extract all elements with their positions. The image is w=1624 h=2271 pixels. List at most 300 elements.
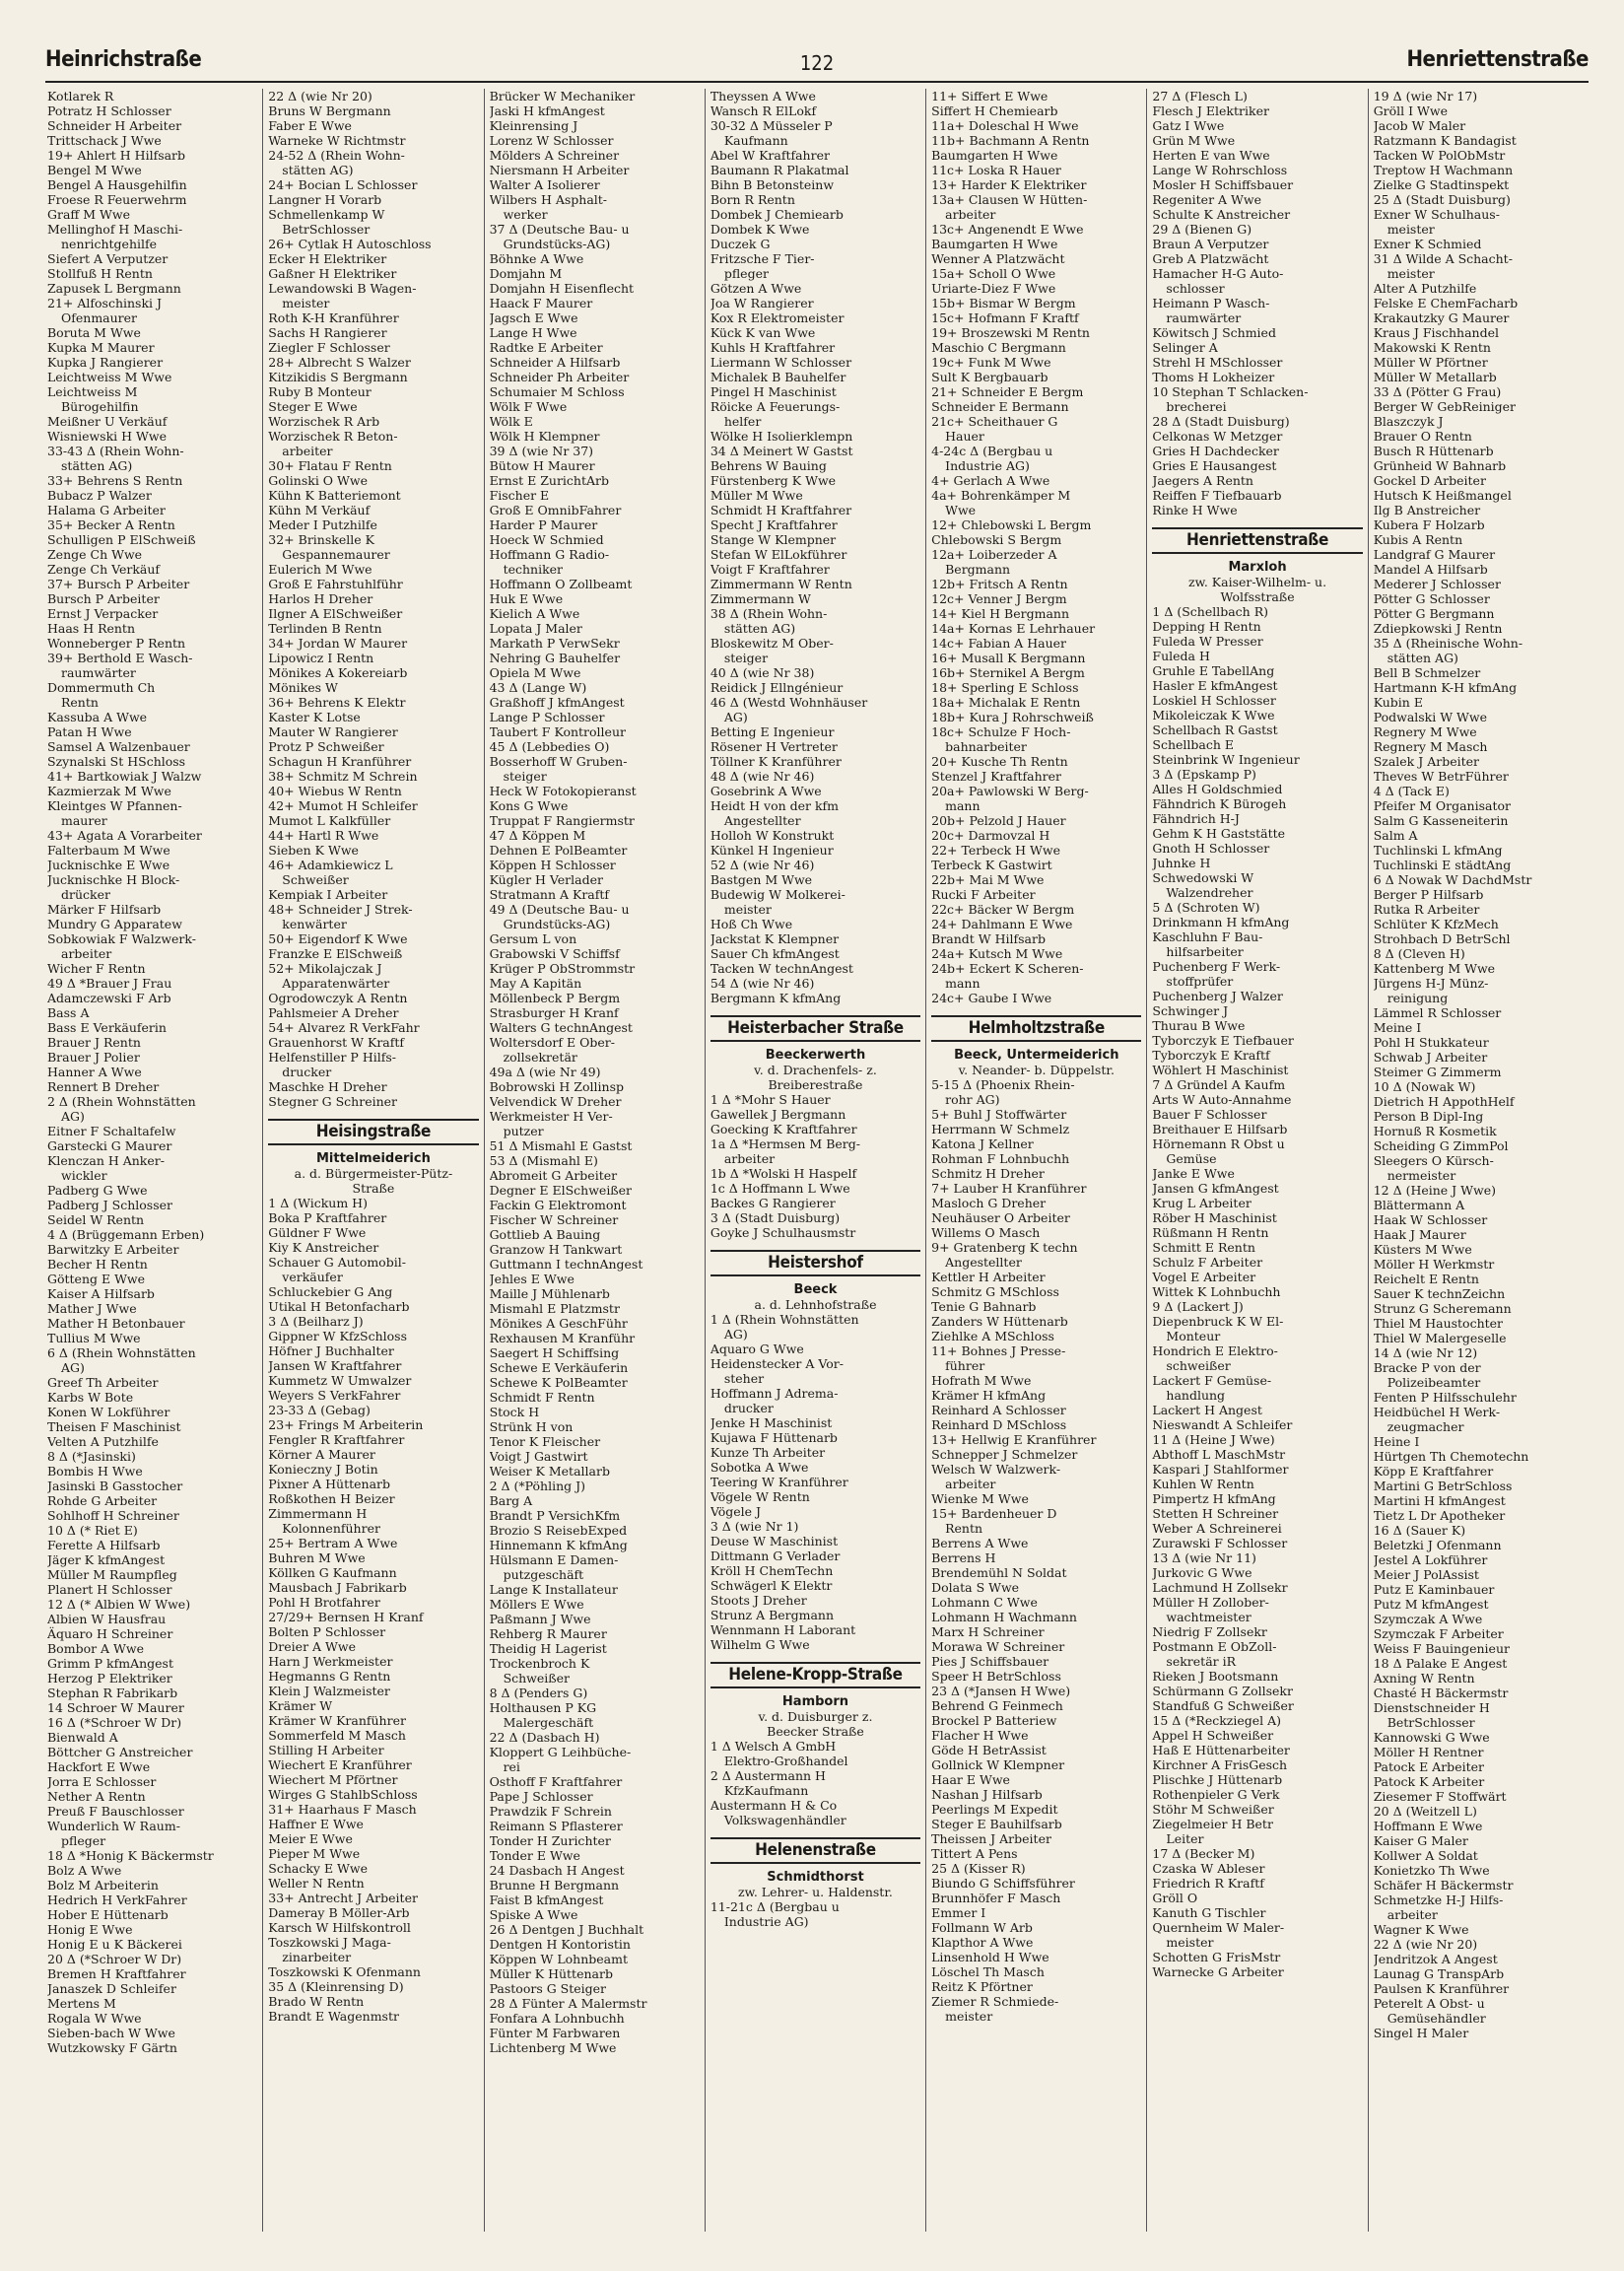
resident-entry: Gruhle E TabellAng (1152, 663, 1275, 678)
resident-entry: Martini H kfmAngest (1373, 1493, 1506, 1508)
resident-entry: Schellbach R Gastst (1152, 723, 1278, 737)
resident-entry: Müller H Zollober- (1152, 1595, 1269, 1610)
resident-entry: Celkonas W Metzger (1152, 429, 1283, 444)
resident-entry: 50+ Eigendorf K Wwe (268, 931, 408, 946)
resident-entry: 11c+ Loska R Hauer (931, 163, 1061, 177)
resident-entry: Berger W GebReiniger (1373, 399, 1517, 414)
resident-entry: Gröll O (1152, 1891, 1198, 1905)
resident-entry-continuation: rei (503, 1759, 520, 1774)
resident-entry: Mather H Betonbauer (47, 1316, 185, 1331)
resident-entry: 14c+ Fabian A Hauer (931, 636, 1067, 651)
resident-entry: Pies J Schiffsbauer (931, 1654, 1049, 1669)
resident-entry: Meißner U Verkäuf (47, 414, 168, 429)
resident-entry-continuation: putzgeschäft (503, 1567, 584, 1582)
resident-entry: Kühn M Verkäuf (268, 503, 371, 517)
street-heading: Helene-Kropp-Straße (710, 1662, 920, 1688)
resident-entry: Padberg G Wwe (47, 1183, 148, 1198)
street-heading: Henriettenstraße (1152, 527, 1362, 554)
resident-entry-continuation: BetrSchlosser (282, 222, 371, 237)
resident-entry: Bienwald A (47, 1730, 118, 1745)
resident-entry: Wirges G StahlbSchloss (268, 1787, 418, 1802)
resident-entry: Neuhäuser O Arbeiter (931, 1210, 1070, 1225)
resident-entry: 22 Δ (wie Nr 20) (1373, 1937, 1478, 1952)
resident-entry: Padberg J Schlosser (47, 1198, 172, 1212)
resident-entry: Köppen H Schlosser (489, 858, 616, 872)
resident-entry: Meder I Putzhilfe (268, 517, 377, 532)
resident-entry: Pieper M Wwe (268, 1846, 361, 1861)
resident-entry: Dombek K Wwe (710, 222, 810, 237)
resident-entry-continuation: Apparatenwärter (282, 976, 390, 991)
resident-entry: Baumgarten H Wwe (931, 148, 1058, 163)
resident-entry: Rüßmann H Rentn (1152, 1225, 1269, 1240)
resident-entry: Lohmann C Wwe (931, 1595, 1038, 1610)
resident-entry: Karbs W Bote (47, 1390, 134, 1405)
resident-entry-continuation: Bergmann (945, 562, 1011, 577)
resident-entry: Hober E Hüttenarb (47, 1907, 169, 1922)
resident-entry: 1 Δ (Rhein Wohnstätten (710, 1312, 859, 1327)
resident-entry: Berrens A Wwe (931, 1536, 1029, 1550)
resident-entry-continuation: pfleger (723, 266, 769, 281)
resident-entry: Fackin G Elektromont (489, 1198, 627, 1212)
directory-column (262, 89, 483, 2232)
resident-entry: 20+ Kusche Th Rentn (931, 754, 1068, 769)
resident-entry: Backes G Rangierer (710, 1196, 836, 1210)
resident-entry: 11+ Bohnes J Presse- (931, 1343, 1066, 1358)
resident-entry: 11 Δ (Heine J Wwe) (1152, 1432, 1275, 1447)
resident-entry: Kummetz W Umwalzer (268, 1373, 412, 1388)
resident-entry: Mikoleiczak K Wwe (1152, 708, 1275, 723)
resident-entry: Lachmund H Zollsekr (1152, 1580, 1288, 1595)
resident-entry: Stange W Klempner (710, 532, 837, 547)
resident-entry-continuation: schlosser (1166, 281, 1225, 296)
resident-entry: Schellbach E (1152, 737, 1235, 752)
resident-entry: 21+ Schneider E Bergm (931, 384, 1084, 399)
resident-entry: Röicke A Feuerungs- (710, 399, 841, 414)
resident-entry: Planert H Schlosser (47, 1582, 172, 1597)
resident-entry: Jürgens H-J Münz- (1373, 976, 1489, 991)
resident-entry: Brücker W Mechaniker (489, 89, 636, 103)
resident-entry: 5 Δ (Schroten W) (1152, 900, 1260, 915)
resident-entry: Fürstenberg K Wwe (710, 473, 837, 488)
district-name: Beeckerwerth (765, 1048, 866, 1063)
resident-entry: 39 Δ (wie Nr 37) (489, 444, 594, 458)
resident-entry: 4 Δ (Brüggemann Erben) (47, 1227, 205, 1242)
resident-entry-continuation: Kaufmann (723, 133, 788, 148)
resident-entry: Gersum L von (489, 931, 577, 946)
resident-entry: Vogel E Arbeiter (1152, 1270, 1256, 1284)
resident-entry: Schlüter K KfzMech (1373, 917, 1499, 931)
resident-entry: Ilgner A ElSchweißer (268, 606, 403, 621)
resident-entry-continuation: nenrichtgehilfe (61, 237, 158, 251)
resident-entry: Krakautzky G Maurer (1373, 310, 1510, 325)
resident-entry-continuation: Schweißer (282, 872, 349, 887)
resident-entry-continuation: zollsekretär (503, 1050, 577, 1065)
resident-entry: Kühn K Batteriemont (268, 488, 401, 503)
resident-entry: 13c+ Angenendt E Wwe (931, 222, 1084, 237)
resident-entry: Braun A Verputzer (1152, 237, 1269, 251)
resident-entry: Kröll H ChemTechn (710, 1563, 834, 1578)
resident-entry: Gnoth H Schlosser (1152, 841, 1270, 856)
resident-entry: 8 Δ (Penders G) (489, 1686, 588, 1700)
resident-entry: Rutka R Arbeiter (1373, 902, 1480, 917)
resident-entry: Taubert F Kontrolleur (489, 724, 626, 739)
resident-entry: Wennmann H Laborant (710, 1622, 856, 1637)
resident-entry-continuation: Gemüsehändler (1387, 2011, 1486, 2026)
resident-entry: Halama G Arbeiter (47, 503, 166, 517)
resident-entry: Rösener H Vertreter (710, 739, 838, 754)
resident-entry-continuation: schweißer (1166, 1358, 1231, 1373)
resident-entry: Ratzmann K Bandagist (1373, 133, 1517, 148)
resident-entry-continuation: Angestellter (945, 1255, 1022, 1270)
resident-entry: Specht J Kraftfahrer (710, 517, 838, 532)
resident-entry: Terbeck K Gastwirt (931, 858, 1052, 872)
page-header (45, 47, 1589, 79)
resident-entry: 33+ Behrens S Rentn (47, 473, 183, 488)
resident-entry: Fischer E (489, 488, 550, 503)
resident-entry: Kox R Elektromeister (710, 310, 845, 325)
resident-entry: Löschel Th Masch (931, 1964, 1045, 1979)
resident-entry: 1 Δ (Schellbach R) (1152, 604, 1268, 619)
resident-entry: 31+ Haarhaus F Masch (268, 1802, 417, 1817)
resident-entry: Hoeck W Schmied (489, 532, 604, 547)
resident-entry: Sauer K technZeichn (1373, 1286, 1506, 1301)
resident-entry: Hutsch K Heißmangel (1373, 488, 1512, 503)
resident-entry-continuation: sekretär iR (1166, 1654, 1236, 1669)
resident-entry: Gawellek J Bergmann (710, 1107, 846, 1122)
resident-entry: 14 Schroer W Maurer (47, 1700, 184, 1715)
resident-entry: Radtke E Arbeiter (489, 340, 603, 355)
resident-entry: Fischer W Schreiner (489, 1212, 619, 1227)
resident-entry: Thurau B Wwe (1152, 1018, 1246, 1033)
resident-entry: Gippner W KfzSchloss (268, 1329, 408, 1343)
resident-entry: Harn J Werkmeister (268, 1654, 393, 1669)
resident-entry: Aquaro G Wwe (710, 1342, 804, 1356)
resident-entry: Selinger A (1152, 340, 1218, 355)
resident-entry: Schulligen P ElSchweiß (47, 532, 196, 547)
resident-entry: Wöhlert H Maschinist (1152, 1063, 1289, 1077)
resident-entry: Jucknischke H Block- (47, 872, 180, 887)
district-name: Hamborn (781, 1694, 849, 1709)
resident-entry: 45 Δ (Lebbedies O) (489, 739, 610, 754)
resident-entry: Opiela M Wwe (489, 665, 581, 680)
resident-entry: Markath P VerwSekr (489, 636, 620, 651)
resident-entry-continuation: zinarbeiter (282, 1950, 352, 1964)
resident-entry: Thiel W Malergeselle (1373, 1331, 1507, 1345)
resident-entry: 47 Δ Köppen M (489, 828, 586, 843)
resident-entry: Becher H Rentn (47, 1257, 148, 1272)
resident-entry: Quernheim W Maler- (1152, 1920, 1285, 1935)
resident-entry: Mumot L Kalkfüller (268, 813, 391, 828)
resident-entry-continuation: Ofenmaurer (61, 310, 138, 325)
resident-entry: Liermann W Schlosser (710, 355, 852, 370)
resident-entry: Dentgen H Kontoristin (489, 1937, 631, 1952)
resident-entry: 15c+ Hofmann F Kraftf (931, 310, 1079, 325)
resident-entry: Zimmermann H (268, 1506, 368, 1521)
resident-entry: 13 Δ (wie Nr 11) (1152, 1550, 1256, 1565)
resident-entry: 1 Δ *Mohr S Hauer (710, 1092, 831, 1107)
resident-entry: Putz M kfmAngest (1373, 1597, 1489, 1612)
resident-entry: Peerlings M Expedit (931, 1802, 1058, 1817)
resident-entry: Fonfara A Lohnbuchh (489, 2011, 625, 2026)
resident-entry: 24+ Bocian L Schlosser (268, 177, 418, 192)
resident-entry-continuation: Walzendreher (1166, 885, 1253, 900)
resident-entry: 13+ Harder K Elektriker (931, 177, 1087, 192)
resident-entry: Strunz A Bergmann (710, 1608, 835, 1622)
resident-entry: Tacken W technAngest (710, 961, 853, 976)
resident-entry: Greb A Platzwächt (1152, 251, 1269, 266)
resident-entry: Graff M Wwe (47, 207, 130, 222)
resident-entry-continuation: raumwärter (1166, 310, 1242, 325)
resident-entry: Mederer J Schlosser (1373, 577, 1501, 591)
resident-entry: Kotlarek R (47, 89, 114, 103)
resident-entry: Köppen W Lohnbeamt (489, 1952, 628, 1966)
resident-entry: 12a+ Loiberzeder A (931, 547, 1057, 562)
resident-entry: Jäger K kfmAngest (47, 1552, 166, 1567)
resident-entry: Zenge Ch Wwe (47, 547, 143, 562)
resident-entry: 54 Δ (wie Nr 46) (710, 976, 815, 991)
resident-entry: Reichelt E Rentn (1373, 1272, 1479, 1286)
resident-entry: Gehm K H Gaststätte (1152, 826, 1286, 841)
resident-entry: Hoffmann J Adrema- (710, 1386, 839, 1401)
resident-entry: Rexhausen M Kranführ (489, 1331, 636, 1345)
resident-entry: Puchenberg J Walzer (1152, 989, 1283, 1003)
resident-entry: Brandt P VersichKfm (489, 1508, 621, 1523)
resident-entry: Appel H Schweißer (1152, 1728, 1274, 1743)
resident-entry: 18 Δ Palake E Angest (1373, 1656, 1508, 1671)
header-rule (45, 81, 1589, 83)
resident-entry: 33 Δ (Pötter G Frau) (1373, 384, 1502, 399)
resident-entry: 8 Δ (Cleven H) (1373, 946, 1465, 961)
resident-entry: Herten E van Wwe (1152, 148, 1270, 163)
resident-entry: Schumaier M Schloss (489, 384, 625, 399)
resident-entry: Vögele W Rentn (710, 1489, 810, 1504)
resident-entry: Schwedowski W (1152, 870, 1254, 885)
resident-entry: 24a+ Kutsch M Wwe (931, 946, 1063, 961)
resident-entry: 13a+ Clausen W Hütten- (931, 192, 1088, 207)
resident-entry: Bastgen M Wwe (710, 872, 813, 887)
resident-entry-continuation: stätten AG) (723, 621, 796, 636)
resident-entry: Pape J Schlosser (489, 1789, 593, 1804)
resident-entry: Ecker H Elektriker (268, 251, 387, 266)
resident-entry: Jasinski B Gasstocher (47, 1479, 183, 1493)
resident-entry-continuation: Industrie AG) (723, 1914, 809, 1929)
resident-entry: Sohlhoff H Schreiner (47, 1508, 179, 1523)
resident-entry: 32+ Brinskelle K (268, 532, 374, 547)
resident-entry: Schäfer H Bäckermstr (1373, 1878, 1514, 1892)
resident-entry: Schauer G Automobil- (268, 1255, 406, 1270)
resident-entry: Loskiel H Schlosser (1152, 693, 1276, 708)
resident-entry: Prawdzik F Schrein (489, 1804, 612, 1819)
resident-entry-continuation: helfer (723, 414, 762, 429)
resident-entry: Exner W Schulhaus- (1373, 207, 1500, 222)
resident-entry-continuation: drücker (61, 887, 110, 902)
resident-entry: Toszkowski J Maga- (268, 1935, 391, 1950)
resident-entry: Wutzkowsky F Gärtn (47, 2040, 177, 2055)
resident-entry: Rohman F Lohnbuchh (931, 1151, 1070, 1166)
resident-entry-continuation: stätten AG) (282, 163, 354, 177)
resident-entry: Morawa W Schreiner (931, 1639, 1065, 1654)
resident-entry: Kupka J Rangierer (47, 355, 164, 370)
resident-entry: Dienstschneider H (1373, 1700, 1490, 1715)
resident-entry: Jorra E Schlosser (47, 1774, 157, 1789)
resident-entry: Jendritzok A Angest (1373, 1952, 1498, 1966)
resident-entry: Betting E Ingenieur (710, 724, 835, 739)
resident-entry: 49 Δ *Brauer J Frau (47, 976, 172, 991)
resident-entry: Flacher H Wwe (931, 1728, 1029, 1743)
resident-entry-continuation: Rentn (61, 695, 99, 710)
resident-entry: Reitz K Pförtner (931, 1979, 1033, 1994)
resident-entry: Pingel H Maschinist (710, 384, 837, 399)
resident-entry: Schneider A Hilfsarb (489, 355, 621, 370)
resident-entry: Strünk H von (489, 1419, 574, 1434)
resident-entry: Launag G TranspArb (1373, 1966, 1505, 1981)
resident-entry: 16 Δ (Sauer K) (1373, 1523, 1466, 1538)
resident-entry: Berrens H (931, 1550, 996, 1565)
resident-entry: Jaegers A Rentn (1152, 473, 1253, 488)
resident-entry: Weiser K Metallarb (489, 1464, 610, 1479)
resident-entry-continuation: kenwärter (282, 917, 347, 931)
resident-entry: Sleegers O Kürsch- (1373, 1153, 1494, 1168)
resident-entry: Harlos H Dreher (268, 591, 373, 606)
resident-entry: 19+ Broszewski M Rentn (931, 325, 1090, 340)
resident-entry: 20c+ Darmovzal H (931, 828, 1050, 843)
resident-entry-continuation: AG) (723, 710, 748, 724)
resident-entry: Körner A Maurer (268, 1447, 375, 1462)
resident-entry: Schwinger J (1152, 1003, 1229, 1018)
resident-entry: Bütow H Maurer (489, 458, 595, 473)
resident-entry: Pastoors G Steiger (489, 1981, 607, 1996)
resident-entry: Pfeifer M Organisator (1373, 798, 1511, 813)
resident-entry-continuation: Volkswagenhändler (723, 1813, 846, 1827)
resident-entry: Meier E Wwe (268, 1831, 353, 1846)
resident-entry: Steger E Bauhilfsarb (931, 1817, 1062, 1831)
resident-entry: Stilling H Arbeiter (268, 1743, 384, 1757)
resident-entry: Drinkmann H kfmAng (1152, 915, 1290, 929)
resident-entry: Ernst J Verpacker (47, 606, 159, 621)
resident-entry: 30-32 Δ Müsseler P (710, 118, 833, 133)
resident-entry: Uriarte-Diez F Wwe (931, 281, 1056, 296)
resident-entry: Wiechert M Pförtner (268, 1772, 398, 1787)
resident-entry-continuation: arbeiter (61, 946, 112, 961)
resident-entry: Fünter M Farbwaren (489, 2026, 621, 2040)
resident-entry: Götteng E Wwe (47, 1272, 146, 1286)
resident-entry: Brendemühl N Soldat (931, 1565, 1067, 1580)
resident-entry: Utikal H Betonfacharb (268, 1299, 410, 1314)
resident-entry: Kück K van Wwe (710, 325, 816, 340)
resident-entry: Jurkovic G Wwe (1152, 1565, 1252, 1580)
resident-entry: Ziemer R Schmiede- (931, 1994, 1059, 2009)
resident-entry: 16b+ Sternikel A Bergm (931, 665, 1085, 680)
resident-entry-continuation: stätten AG) (61, 458, 133, 473)
resident-entry: Klenczan H Anker- (47, 1153, 165, 1168)
resident-entry: 18b+ Kura J Rohrschweiß (931, 710, 1094, 724)
resident-entry: 3 Δ (wie Nr 1) (710, 1519, 799, 1534)
street-heading: Helmholtzstraße (931, 1015, 1141, 1042)
resident-entry: Schulte K Anstreicher (1152, 207, 1291, 222)
resident-entry: Bergmann K kfmAng (710, 991, 842, 1005)
district-name: Schmidthorst (767, 1870, 864, 1885)
resident-entry: Dreier A Wwe (268, 1639, 356, 1654)
resident-entry: Zimmermann W (710, 591, 811, 606)
resident-entry: Tyborczyk E Tiefbauer (1152, 1033, 1294, 1048)
resident-entry: 12 Δ (* Albien W Wwe) (47, 1597, 191, 1612)
district-name: Beeck, Untermeiderich (954, 1048, 1119, 1063)
resident-entry: Patock K Arbeiter (1373, 1774, 1485, 1789)
resident-entry: Dolata S Wwe (931, 1580, 1020, 1595)
resident-entry: Wittek K Lohnbuchh (1152, 1284, 1281, 1299)
resident-entry-continuation: steiger (723, 651, 769, 665)
resident-entry: Honig E Wwe (47, 1922, 133, 1937)
resident-entry: 14+ Kiel H Bergmann (931, 606, 1070, 621)
resident-entry: 46 Δ (Westd Wohnhäuser (710, 695, 868, 710)
resident-entry-continuation: steher (723, 1371, 765, 1386)
resident-entry: Bolz A Wwe (47, 1863, 122, 1878)
resident-entry: Schotten G FrisMstr (1152, 1950, 1281, 1964)
resident-entry: 27 Δ (Flesch L) (1152, 89, 1248, 103)
resident-entry: 2 Δ Austermann H (710, 1768, 826, 1783)
resident-entry: 3 Δ (Beilharz J) (268, 1314, 364, 1329)
resident-entry: Lackert H Angest (1152, 1403, 1262, 1417)
resident-entry: Brozio S ReisebExped (489, 1523, 628, 1538)
resident-entry-continuation: steiger (503, 769, 547, 784)
resident-entry: Ziegelmeier H Betr (1152, 1817, 1273, 1831)
resident-entry: Brunnhöfer F Masch (931, 1891, 1061, 1905)
resident-entry: 40+ Wiebus W Rentn (268, 784, 402, 798)
resident-entry: Regnery M Masch (1373, 739, 1488, 754)
resident-entry-continuation: Monteur (1166, 1329, 1221, 1343)
resident-entry: 22 Δ (wie Nr 20) (268, 89, 372, 103)
resident-entry-continuation: meister (1387, 222, 1435, 237)
resident-entry-continuation: Industrie AG) (945, 458, 1030, 473)
resident-entry: Dittmann G Verlader (710, 1548, 841, 1563)
resident-entry: 15a+ Scholl O Wwe (931, 266, 1056, 281)
resident-entry: Möllers E Wwe (489, 1597, 584, 1612)
resident-entry: Krug L Arbeiter (1152, 1196, 1252, 1210)
resident-entry: Konieczny J Botin (268, 1462, 378, 1477)
resident-entry: Kaiser A Hilfsarb (47, 1286, 155, 1301)
resident-entry: Theisen F Maschinist (47, 1419, 181, 1434)
resident-entry: Werkmeister H Ver- (489, 1109, 613, 1124)
resident-entry: Klapthor A Wwe (931, 1935, 1034, 1950)
resident-entry: Thoms H Lokheizer (1152, 370, 1275, 384)
resident-entry: Zurawski F Schlosser (1152, 1536, 1288, 1550)
resident-entry: Falterbaum M Wwe (47, 843, 170, 858)
resident-entry: Buhren M Wwe (268, 1550, 366, 1565)
resident-entry: Stephan R Fabrikarb (47, 1686, 178, 1700)
resident-entry: 48 Δ (wie Nr 46) (710, 769, 815, 784)
resident-entry: Szalek J Arbeiter (1373, 754, 1480, 769)
resident-entry: Stock H (489, 1405, 540, 1419)
resident-entry-continuation: handlung (1166, 1388, 1226, 1403)
resident-entry: Schneider Ph Arbeiter (489, 370, 630, 384)
resident-entry: Standfuß G Schweißer (1152, 1698, 1294, 1713)
resident-entry: Grünheid W Bahnarb (1373, 458, 1507, 473)
resident-entry: Jehles E Wwe (489, 1272, 575, 1286)
resident-entry: Strehl H MSchlosser (1152, 355, 1283, 370)
resident-entry-continuation: Malergeschäft (503, 1715, 594, 1730)
resident-entry: Kaster K Lotse (268, 710, 361, 724)
resident-entry-continuation: AG) (61, 1109, 85, 1124)
resident-entry: Walters G technAngest (489, 1020, 633, 1035)
resident-entry: Hanner A Wwe (47, 1065, 142, 1079)
resident-entry: Patan H Wwe (47, 724, 132, 739)
resident-entry: Katona J Kellner (931, 1136, 1034, 1151)
resident-entry: Samsel A Walzenbauer (47, 739, 190, 754)
resident-entry: Lopata J Maler (489, 621, 582, 636)
resident-entry: Reidick J Ellngénieur (710, 680, 844, 695)
resident-entry: Lorenz W Schlosser (489, 133, 614, 148)
resident-entry: Fengler R Kraftfahrer (268, 1432, 405, 1447)
